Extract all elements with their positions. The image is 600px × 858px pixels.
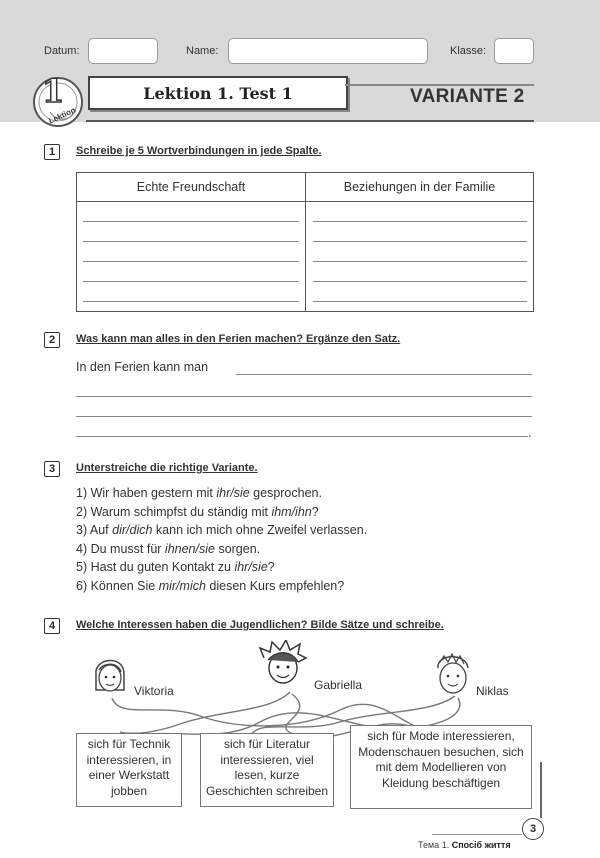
footer-rule xyxy=(432,834,522,835)
sentence-4: 4) Du musst für ihnen/sie sorgen. xyxy=(76,541,261,556)
interest-box-literatur: sich für Literatur interessieren, viel lesen, kurze Geschichten schreiben xyxy=(200,733,334,807)
sentence-1: 1) Wir haben gestern mit ihr/sie gesprochen. xyxy=(76,486,322,500)
option-choice[interactable]: ihm/ihn xyxy=(271,504,312,519)
page-number: 3 xyxy=(522,818,544,840)
exercise-3-sentences xyxy=(76,484,536,595)
exercise-2-sentence-start: In den Ferien kann man xyxy=(76,360,209,374)
option-choice[interactable]: ihr/sie xyxy=(216,486,250,500)
footer-rule-vertical xyxy=(540,762,542,818)
niklas-face-icon xyxy=(430,650,474,700)
interest-box-mode: sich für Mode interessieren, Modenschauen besuchen, sich mit dem Modellieren von Kleidung beschäftigen xyxy=(350,725,532,809)
option-choice[interactable]: ihnen/sie xyxy=(164,541,215,556)
viktoria-face-icon xyxy=(90,652,130,702)
badge-number: 1 xyxy=(42,72,65,110)
write-line[interactable] xyxy=(313,261,527,262)
column-header-familie: Beziehungen in der Familie xyxy=(306,173,533,202)
option-choice[interactable]: dir/dich xyxy=(112,523,153,537)
badge-word: Lektion xyxy=(47,105,78,126)
exercise-1-number: 1 xyxy=(44,144,60,160)
name-field[interactable] xyxy=(228,38,428,64)
write-line[interactable] xyxy=(83,241,299,242)
write-line[interactable] xyxy=(83,281,299,282)
option-choice[interactable]: ihr/sie xyxy=(234,560,268,574)
write-line[interactable] xyxy=(76,436,528,437)
write-line[interactable] xyxy=(83,261,299,262)
sentence-5: 5) Hast du guten Kontakt zu ihr/sie? xyxy=(76,560,275,574)
option-choice[interactable]: mir/mich xyxy=(158,578,206,593)
sentence-2: 2) Warum schimpfst du ständig mit ihm/ihn? xyxy=(76,504,319,519)
title-box xyxy=(88,76,348,110)
name-label: Name: xyxy=(186,45,219,57)
exercise-2-end-dot: . xyxy=(528,426,532,440)
column-divider xyxy=(305,173,306,311)
klasse-label: Klasse: xyxy=(450,45,487,57)
write-line[interactable] xyxy=(76,416,532,417)
gabriella-face-icon xyxy=(258,640,308,694)
person-gabriella: Gabriella xyxy=(314,678,363,692)
exercise-4-number: 4 xyxy=(44,618,60,634)
write-line[interactable] xyxy=(236,374,532,375)
write-line[interactable] xyxy=(313,301,527,302)
person-viktoria: Viktoria xyxy=(134,684,174,698)
interest-box-technik: sich für Technik interessieren, in einer Werkstatt jobben xyxy=(76,733,182,807)
write-line[interactable] xyxy=(83,301,299,302)
datum-field[interactable] xyxy=(88,38,158,64)
person-niklas: Niklas xyxy=(476,684,509,698)
write-line[interactable] xyxy=(313,241,527,242)
exercise-3-instruction: Unterstreiche die richtige Variante. xyxy=(76,462,258,474)
write-line[interactable] xyxy=(313,281,527,282)
write-line[interactable] xyxy=(313,221,527,222)
klasse-field[interactable] xyxy=(494,38,534,64)
write-line[interactable] xyxy=(83,221,299,222)
write-line[interactable] xyxy=(76,396,532,397)
footer-topic: Тема 1. Спосіб життя xyxy=(418,840,511,850)
exercise-4-instruction: Welche Interessen haben die Jugendlichen? Bilde Sätze und schreibe. xyxy=(76,619,444,631)
exercise-1-table xyxy=(76,172,534,312)
column-header-freundschaft: Echte Freundschaft xyxy=(77,173,305,202)
sentence-3: 3) Auf dir/dich kann ich mich ohne Zweifel verlassen. xyxy=(76,523,368,537)
variante-label: VARIANTE 2 xyxy=(410,86,525,107)
page-title: Lektion 1. Test 1 xyxy=(143,83,293,103)
exercise-2-number: 2 xyxy=(44,332,60,348)
sentence-6: 6) Können Sie mir/mich diesen Kurs empfehlen? xyxy=(76,578,345,593)
exercise-2-instruction: Was kann man alles in den Ferien machen? Ergänze den Satz. xyxy=(76,333,401,345)
exercise-1-instruction: Schreibe je 5 Wortverbindungen in jede Spalte. xyxy=(76,145,322,157)
datum-label: Datum: xyxy=(44,45,80,57)
exercise-3-number: 3 xyxy=(44,461,60,477)
header-rule xyxy=(86,120,534,122)
